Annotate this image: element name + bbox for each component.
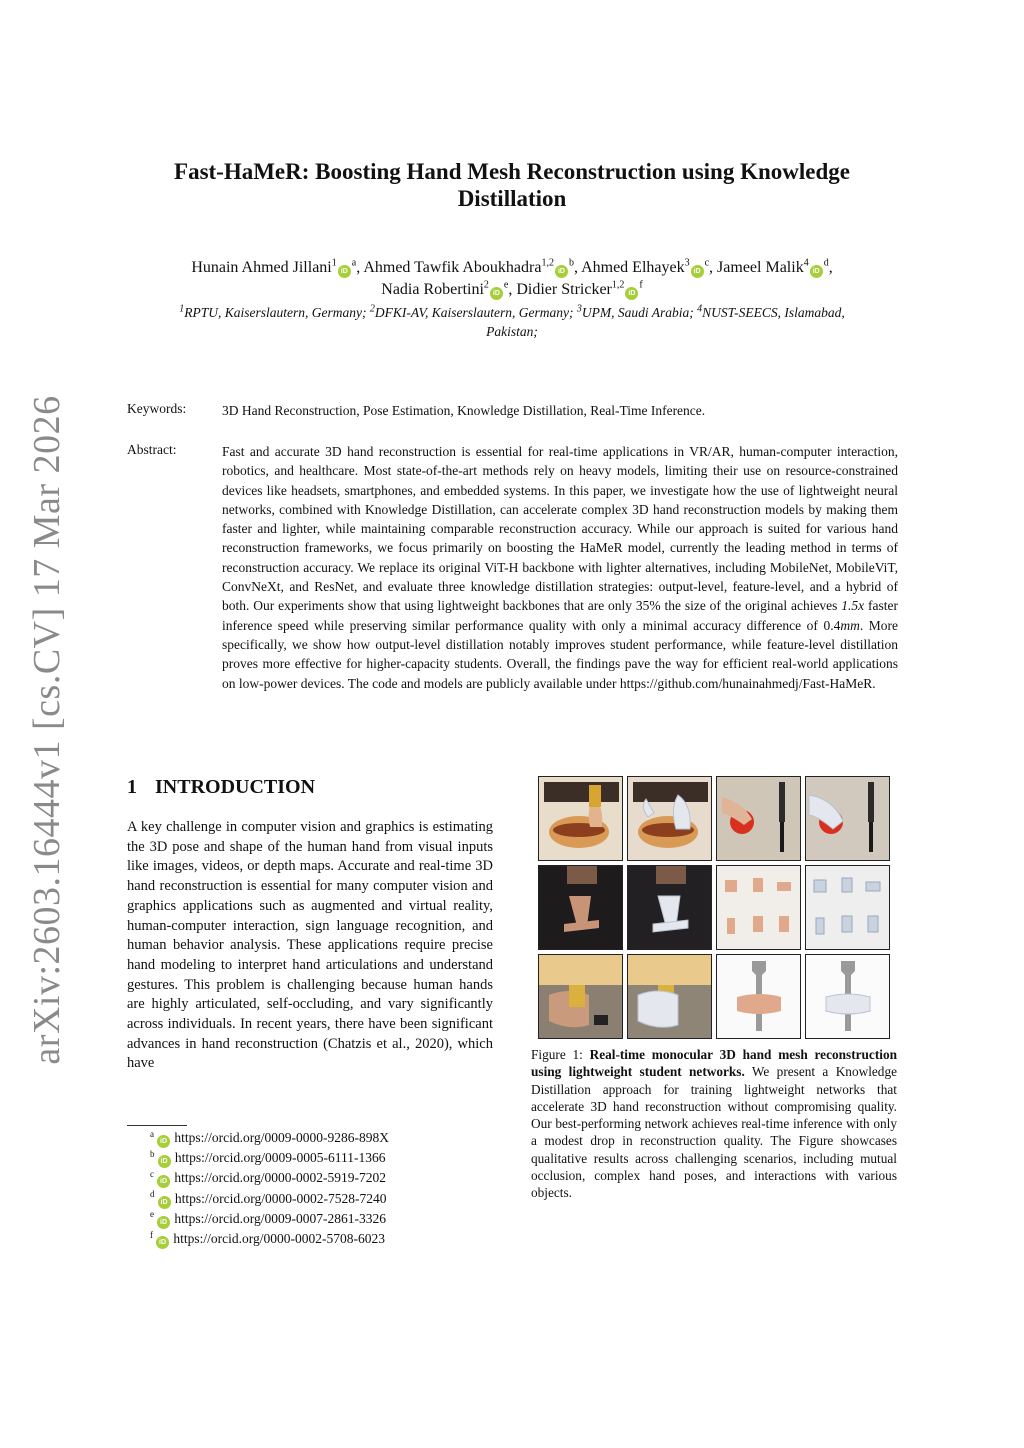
phone-input-image (539, 955, 623, 1039)
phone-mesh-image (628, 955, 712, 1039)
author: Ahmed Tawfik $Aboukhadra^{1,2}iD^b$, (363, 257, 582, 276)
orcid-link[interactable]: https://orcid.org/0009-0005-6111-1366 (174, 1150, 386, 1166)
orcid-icon[interactable]: iD (338, 265, 351, 278)
orcid-icon[interactable]: iD (810, 265, 823, 278)
footnotes (150, 1128, 490, 1249)
footnote-orcid: $^a$iD https://orcid.org/0009-0000-9286-898X (150, 1128, 490, 1148)
hotdog-input-image (539, 777, 623, 861)
fig-tile-phone-mesh (627, 954, 712, 1039)
caption-body: We present a Knowledge Distillation approach for training lightweight networks that accelerate 3D hand reconstruction without compromising quality. Our best-performing network achieves real-time inference with only a modest drop in reconstruction quality. The Figure showcases qualitative results across challenging scenarios, including mutual occlusion, complex hand poses, and interactions with various objects. (531, 1064, 897, 1201)
arxiv-sidebar (22, 395, 72, 1065)
orcid-link[interactable]: https://orcid.org/0000-0002-7528-7240 (174, 1190, 387, 1206)
intro-paragraph: A key challenge in computer vision and graphics is estimating the 3D pose and shape of the human hand from visual inputs like images, videos, or depth maps. Accurate and real-time 3D hand reconstruction is essential for many computer vision and graphics applications such as augmented and virtual reality, human-computer interaction, sign language recognition, and human behavior analysis. These applications require precise hand modeling to interpret hand articulations and understand gestures. This problem is challenging because human hands are highly articulated, self-occluding, and vary significantly across individuals. In recent years, there have been significant advances in hand reconstruction (Chatzis et al., 2020), which have (127, 819, 493, 1072)
author: Jameel $Malik^4iD^d$, (717, 257, 833, 276)
footnote-rule (127, 1125, 187, 1126)
author: Didier $Stricker^{1,2}iD^f$ (516, 279, 643, 298)
orcid-link[interactable]: https://orcid.org/0000-0002-5919-7202 (174, 1170, 386, 1186)
keywords-text: 3D Hand Reconstruction, Pose Estimation, Knowledge Distillation, Real-Time Inference. (222, 403, 706, 418)
orcid-icon[interactable]: iD (691, 265, 704, 278)
arxiv-identifier: arXiv:2603.16444v1 [cs.CV] 17 Mar 2026 (26, 395, 68, 1065)
abstract-label: Abstract: (127, 442, 177, 457)
fig-tile-phone-input (538, 954, 623, 1039)
author-list (100, 257, 924, 301)
orcid-icon: iD (157, 1135, 170, 1148)
section-title: INTRODUCTION (155, 776, 316, 798)
title-line-1: Fast-HaMeR: Boosting Hand Mesh Reconstruction using Knowledge (174, 159, 850, 184)
author: Ahmed $Elhayek^3iD^c$, (581, 257, 718, 276)
orcid-icon: iD (158, 1196, 171, 1209)
fig-tile-wrench-input (716, 954, 801, 1039)
section-number: 1 (127, 776, 137, 798)
keywords-label: Keywords: (127, 401, 187, 416)
author-line-2 (100, 279, 924, 301)
orcid-link[interactable]: https://orcid.org/0009-0007-2861-3326 (174, 1210, 386, 1226)
grid-poses-mesh-image (806, 866, 890, 950)
figure-1-caption (531, 1046, 897, 1202)
affiliation-line-2: Pakistan; (486, 324, 538, 339)
author: Hunain Ahmed $Jillani^1iD^a$, (191, 257, 364, 276)
gesture-input-image (539, 866, 623, 950)
title-line-2: Distillation (457, 186, 567, 211)
author: Nadia $Robertini^2iD^e$, (381, 279, 517, 298)
fig-tile-knife-mesh (805, 776, 890, 861)
fig-tile-wrench-mesh (805, 954, 890, 1039)
knife-input-image (717, 777, 801, 861)
figure-1 (538, 776, 892, 1040)
fig-tile-hotdog-mesh (627, 776, 712, 861)
orcid-icon[interactable]: iD (490, 287, 503, 300)
fig-tile-grid-poses-mesh (805, 865, 890, 950)
wrench-mesh-image (806, 955, 890, 1039)
paper-title (100, 158, 924, 212)
caption-bold: Real-time monocular 3D hand mesh reconstruction using lightweight student networks. (531, 1047, 897, 1080)
grid-poses-input-image (717, 866, 801, 950)
footnote-orcid: $^e$iD https://orcid.org/0009-0007-2861-3326 (150, 1209, 490, 1229)
wrench-input-image (717, 955, 801, 1039)
gesture-mesh-image (628, 866, 712, 950)
caption-label: Figure 1: (531, 1047, 583, 1062)
fig-tile-hotdog-input (538, 776, 623, 861)
affiliations (110, 303, 914, 341)
hotdog-mesh-image (628, 777, 712, 861)
knife-mesh-image (806, 777, 890, 861)
footnote-orcid: $^d$iD https://orcid.org/0000-0002-7528-7240 (150, 1189, 490, 1209)
footnote-orcid: $^b$iD https://orcid.org/0009-0005-6111-1366 (150, 1148, 490, 1168)
author-line-1 (100, 257, 924, 279)
section-heading-introduction (127, 776, 315, 799)
orcid-icon[interactable]: iD (625, 287, 638, 300)
fig-tile-knife-input (716, 776, 801, 861)
orcid-icon: iD (157, 1175, 170, 1188)
fig-tile-gesture-input (538, 865, 623, 950)
footnote-orcid: $^f$iD https://orcid.org/0000-0002-5708-6023 (150, 1229, 490, 1249)
footnote-orcid: $^c$iD https://orcid.org/0000-0002-5919-7202 (150, 1168, 490, 1188)
orcid-icon: iD (156, 1236, 169, 1249)
abstract-text: Fast and accurate 3D hand reconstruction is essential for real-time applications in VR/AR, human-computer interaction, robotics, and healthcare. Most state-of-the-art methods rely on heavy models, limiting their use on resource-constrained devices like headsets, smartphones, and embedded systems. In this paper, we investigate how the use of lightweight neural networks, combined with Knowledge Distillation, can accelerate complex 3D hand reconstruction models by making them faster and lighter, while maintaining comparable reconstruction accuracy. While our approach is suited for various hand reconstruction frameworks, we focus primarily on boosting the HaMeR model, currently the leading method in terms of reconstruction accuracy. We replace its original ViT-H backbone with lighter alternatives, including MobileNet, MobileViT, ConvNeXt, and ResNet, and evaluate three knowledge distillation strategies: output-level, feature-level, and a hybrid of both. Our experiments show that using lightweight backbones that are only 35% the size of the original achieves 1.5x faster inference speed while preserving similar performance quality with only a minimal accuracy difference of 0.4mm. More specifically, we show how output-level distillation notably improves student performance, while feature-level distillation proves more effective for higher-capacity students. Overall, the findings pave the way for efficient real-world applications on low-power devices. The code and models are publicly available under https://github.com/hunainahmedj/Fast-HaMeR. (222, 444, 898, 691)
orcid-link[interactable]: https://orcid.org/0009-0000-9286-898X (174, 1130, 389, 1145)
orcid-icon: iD (157, 1216, 170, 1229)
fig-tile-gesture-mesh (627, 865, 712, 950)
fig-tile-grid-poses-input (716, 865, 801, 950)
orcid-icon: iD (158, 1155, 171, 1168)
orcid-link[interactable]: https://orcid.org/0000-0002-5708-6023 (173, 1231, 385, 1247)
affiliation-line-1: $^1$RPTU, Kaiserslautern, Germany; $^2$DFKI-AV, Kaiserslautern, Germany; $^3$UPM, Saudi Arabia; $^4$NUST-SEECS, Islamabad, (179, 303, 845, 320)
orcid-icon[interactable]: iD (555, 265, 568, 278)
